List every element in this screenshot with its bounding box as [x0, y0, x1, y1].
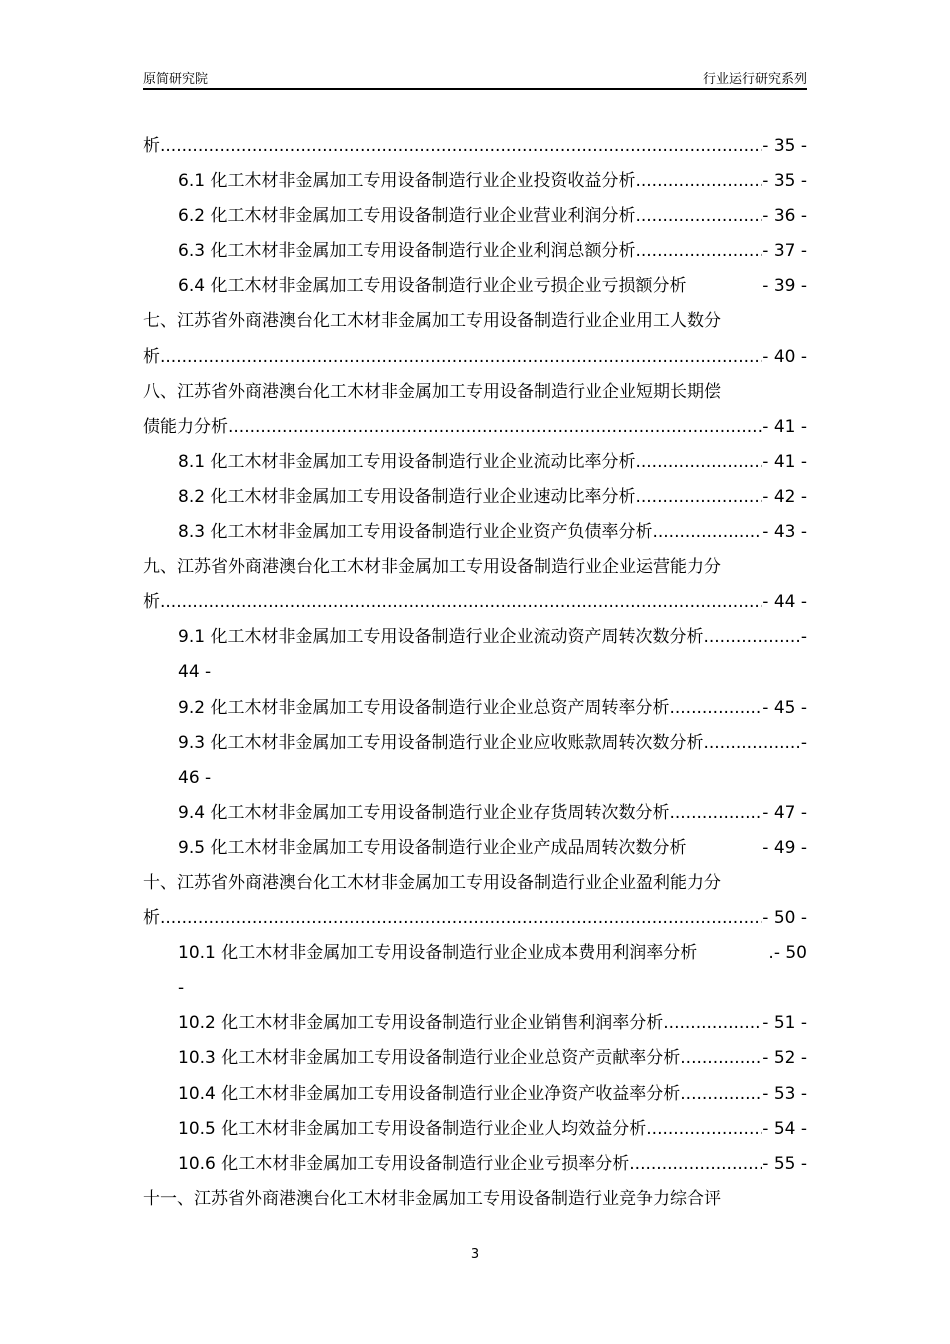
toc-entry-page: - 41 -: [762, 451, 807, 472]
toc-entry-title: 6.1 化工木材非金属加工专用设备制造行业企业投资收益分析: [178, 171, 636, 192]
toc-entry-page: - 52 -: [762, 1048, 807, 1069]
toc-entry-page: - 54 -: [762, 1118, 807, 1139]
header-series-title: 行业运行研究系列: [702, 72, 807, 87]
toc-leader-dots: [629, 1147, 762, 1182]
header-org-name: 原简研究院: [143, 72, 209, 87]
toc-leader-dots: [635, 234, 762, 269]
toc-entry-title: 6.2 化工木材非金属加工专用设备制造行业企业营业利润分析: [178, 206, 636, 227]
toc-entry-page: - 42 -: [762, 486, 807, 507]
toc-entry-title: 8.1 化工木材非金属加工专用设备制造行业企业流动比率分析: [178, 451, 636, 472]
toc-entry[interactable]: [143, 550, 807, 585]
toc-leader-dots: [646, 1112, 762, 1147]
toc-entry-page: - 40 -: [762, 346, 807, 367]
toc-entry[interactable]: [143, 726, 807, 761]
page-number: 3: [470, 1247, 480, 1262]
toc-entry[interactable]: [143, 866, 807, 901]
toc-entry-page: - 51 -: [762, 1013, 807, 1034]
toc-entry-title: 析: [143, 346, 160, 367]
toc-leader-dots: [663, 1006, 762, 1041]
toc-leader-dots: [703, 726, 800, 761]
toc-entry-title: 8.3 化工木材非金属加工专用设备制造行业企业资产负债率分析: [178, 522, 653, 543]
toc-entry-page: - 43 -: [762, 522, 807, 543]
toc-leader-dots: [160, 129, 762, 164]
toc-entry-title: 46 -: [178, 767, 212, 788]
toc-entry[interactable]: [143, 901, 807, 936]
toc-entry[interactable]: [143, 410, 807, 445]
toc-entry[interactable]: [143, 269, 807, 304]
toc-entry-title: 10.4 化工木材非金属加工专用设备制造行业企业净资产收益率分析: [178, 1083, 681, 1104]
toc-entry[interactable]: [143, 620, 807, 655]
toc-entry-page: - 45 -: [762, 697, 807, 718]
toc-leader-dots: [635, 164, 762, 199]
toc-entry[interactable]: [143, 1077, 807, 1112]
toc-entry-title: 析: [143, 908, 160, 929]
toc-leader-dots: [669, 691, 762, 726]
toc-leader-dots: [160, 585, 762, 620]
toc-entry[interactable]: [143, 585, 807, 620]
toc-entry[interactable]: [143, 691, 807, 726]
toc-entry[interactable]: [143, 1147, 807, 1182]
toc-entry-title: 10.2 化工木材非金属加工专用设备制造行业企业销售利润率分析: [178, 1013, 664, 1034]
toc-entry-page: -: [800, 732, 807, 753]
toc-entry-title: 9.2 化工木材非金属加工专用设备制造行业企业总资产周转率分析: [178, 697, 670, 718]
toc-entry[interactable]: [143, 1041, 807, 1076]
toc-entry[interactable]: [143, 164, 807, 199]
toc-entry[interactable]: [143, 340, 807, 375]
toc-entry-title: 44 -: [178, 662, 212, 683]
toc-leader-dots: [635, 445, 762, 480]
toc-entry[interactable]: [143, 199, 807, 234]
toc-entry[interactable]: [143, 234, 807, 269]
toc-entry-title: 析: [143, 592, 160, 613]
table-of-contents: [143, 129, 807, 1217]
toc-entry-title: 10.6 化工木材非金属加工专用设备制造行业企业亏损率分析: [178, 1153, 630, 1174]
toc-entry-title: 10.1 化工木材非金属加工专用设备制造行业企业成本费用利润率分析: [178, 943, 698, 964]
toc-entry-title: 八、江苏省外商港澳台化工木材非金属加工专用设备制造行业企业短期长期偿: [143, 381, 721, 402]
toc-entry[interactable]: [143, 761, 807, 796]
toc-entry-page: - 50 -: [762, 908, 807, 929]
toc-entry-page: - 37 -: [762, 241, 807, 262]
toc-entry-page: - 35 -: [762, 171, 807, 192]
toc-leader-dots: [669, 796, 762, 831]
toc-entry[interactable]: [143, 831, 807, 866]
toc-entry-title: 8.2 化工木材非金属加工专用设备制造行业企业速动比率分析: [178, 486, 636, 507]
toc-entry-page: - 55 -: [762, 1153, 807, 1174]
toc-entry-title: 10.5 化工木材非金属加工专用设备制造行业企业人均效益分析: [178, 1118, 647, 1139]
toc-entry[interactable]: [143, 375, 807, 410]
toc-entry-page: - 36 -: [762, 206, 807, 227]
toc-entry-page: - 41 -: [762, 416, 807, 437]
toc-leader-dots: [703, 620, 800, 655]
toc-entry-title: 9.5 化工木材非金属加工专用设备制造行业企业产成品周转次数分析: [178, 837, 687, 858]
toc-entry[interactable]: [143, 971, 807, 1006]
toc-leader-dots: [635, 480, 762, 515]
toc-entry-title: 9.1 化工木材非金属加工专用设备制造行业企业流动资产周转次数分析: [178, 627, 704, 648]
toc-entry-page: - 35 -: [762, 136, 807, 156]
toc-entry-title: 9.4 化工木材非金属加工专用设备制造行业企业存货周转次数分析: [178, 802, 670, 823]
toc-entry[interactable]: [143, 304, 807, 339]
toc-entry-title: 10.3 化工木材非金属加工专用设备制造行业企业总资产贡献率分析: [178, 1048, 681, 1069]
toc-entry[interactable]: [143, 936, 807, 971]
toc-entry-page: .- 50: [768, 943, 807, 964]
toc-entry[interactable]: [143, 796, 807, 831]
toc-entry[interactable]: [143, 655, 807, 690]
toc-entry-page: -: [800, 627, 807, 648]
toc-entry-page: - 47 -: [762, 802, 807, 823]
toc-entry-page: - 49 -: [762, 837, 807, 858]
toc-entry-title: 6.4 化工木材非金属加工专用设备制造行业企业亏损企业亏损额分析: [178, 276, 687, 297]
toc-entry[interactable]: [143, 445, 807, 480]
toc-leader-dots: [160, 901, 762, 936]
toc-leader-dots: [160, 340, 762, 375]
toc-leader-dots: [635, 199, 762, 234]
toc-entry-page: - 53 -: [762, 1083, 807, 1104]
toc-entry[interactable]: [143, 480, 807, 515]
toc-entry-title: 十一、江苏省外商港澳台化工木材非金属加工专用设备制造行业竞争力综合评: [143, 1188, 721, 1209]
toc-leader-dots: [228, 410, 762, 445]
toc-entry-page: - 39 -: [762, 276, 807, 297]
toc-leader-dots: [680, 1041, 762, 1076]
toc-entry-title: 债能力分析: [143, 416, 228, 437]
toc-entry-title: 十、江苏省外商港澳台化工木材非金属加工专用设备制造行业企业盈利能力分: [143, 872, 721, 893]
toc-entry[interactable]: [143, 515, 807, 550]
toc-entry[interactable]: [143, 1112, 807, 1147]
toc-entry-title: 七、江苏省外商港澳台化工木材非金属加工专用设备制造行业企业用工人数分: [143, 311, 721, 332]
toc-entry-title: -: [178, 978, 185, 999]
toc-leader-dots: [652, 515, 762, 550]
toc-entry[interactable]: [143, 129, 807, 164]
page-header: [143, 66, 807, 90]
toc-entry-title: 9.3 化工木材非金属加工专用设备制造行业企业应收账款周转次数分析: [178, 732, 704, 753]
toc-leader-dots: [680, 1077, 762, 1112]
toc-entry[interactable]: [143, 1006, 807, 1041]
toc-entry-title: 九、江苏省外商港澳台化工木材非金属加工专用设备制造行业企业运营能力分: [143, 557, 721, 578]
toc-entry-title: 析: [143, 136, 160, 156]
toc-entry[interactable]: [143, 1182, 807, 1217]
toc-entry-title: 6.3 化工木材非金属加工专用设备制造行业企业利润总额分析: [178, 241, 636, 262]
toc-entry-page: - 44 -: [762, 592, 807, 613]
